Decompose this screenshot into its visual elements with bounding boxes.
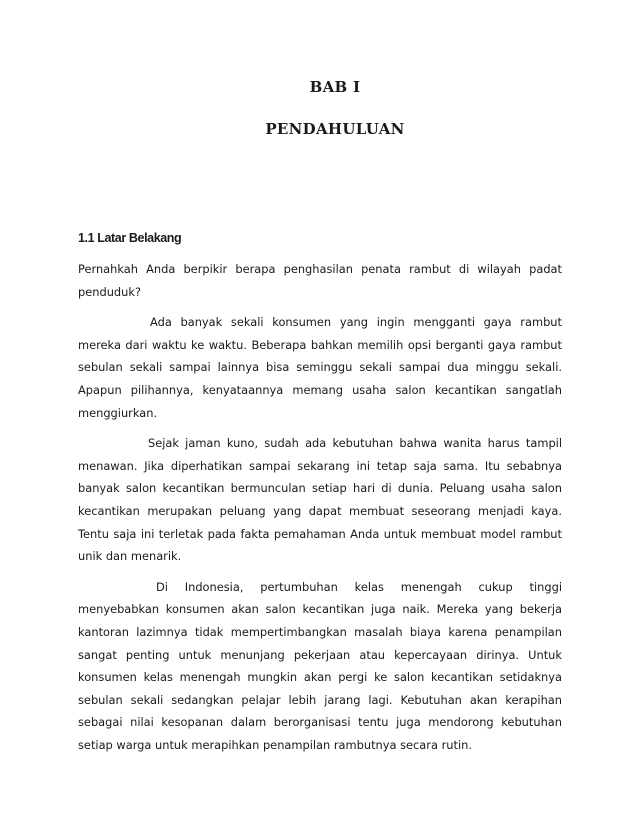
- paragraph-2: Ada banyak sekali konsumen yang ingin mengganti gaya rambut mereka dari waktu ke waktu. Beberapa bahkan memilih opsi berganti gaya rambut sebulan sekali sampai lainnya bisa seminggu sekali sampai dua minggu sekali. Apapun pilihannya, kenyataannya memang usaha salon kecantikan sangatlah menggiurkan.: [78, 315, 562, 420]
- paragraph-1: Pernahkah Anda berpikir berapa penghasilan penata rambut di wilayah padat penduduk?: [78, 262, 562, 299]
- chapter-title: PENDAHULUAN: [265, 120, 405, 138]
- chapter-label: BAB I: [309, 78, 361, 96]
- paragraph-4: Di Indonesia, pertumbuhan kelas menengah cukup tinggi menyebabkan konsumen akan salon kecantikan juga naik. Mereka yang bekerja kantoran lazimnya tidak mempertimbangkan masalah biaya karena penampilan sangat penting untuk menunjang pekerjaan atau kepercayaan dirinya. Untuk konsumen kelas menengah mungkin akan pergi ke salon kecantikan setidaknya sebulan sekali sedangkan pelajar lebih jarang lagi. Kebutuhan akan kerapihan sebagai nilai kesopanan dalam berorganisasi tentu juga mendorong kebutuhan setiap warga untuk merapihkan penampilan rambutnya secara rutin.: [78, 579, 562, 752]
- section-heading: 1.1 Latar Belakang: [78, 231, 182, 245]
- paragraph-3: Sejak jaman kuno, sudah ada kebutuhan bahwa wanita harus tampil menawan. Jika diperhatikan sampai sekarang ini tetap saja sama. Itu sebabnya banyak salon kecantikan bermunculan setiap hari di dunia. Peluang usaha salon kecantikan merupakan peluang yang dapat membuat seseorang menjadi kaya. Tentu saja ini terletak pada fakta pemahaman Anda untuk membuat model rambut unik dan menarik.: [78, 436, 562, 564]
- document-body: [78, 230, 562, 764]
